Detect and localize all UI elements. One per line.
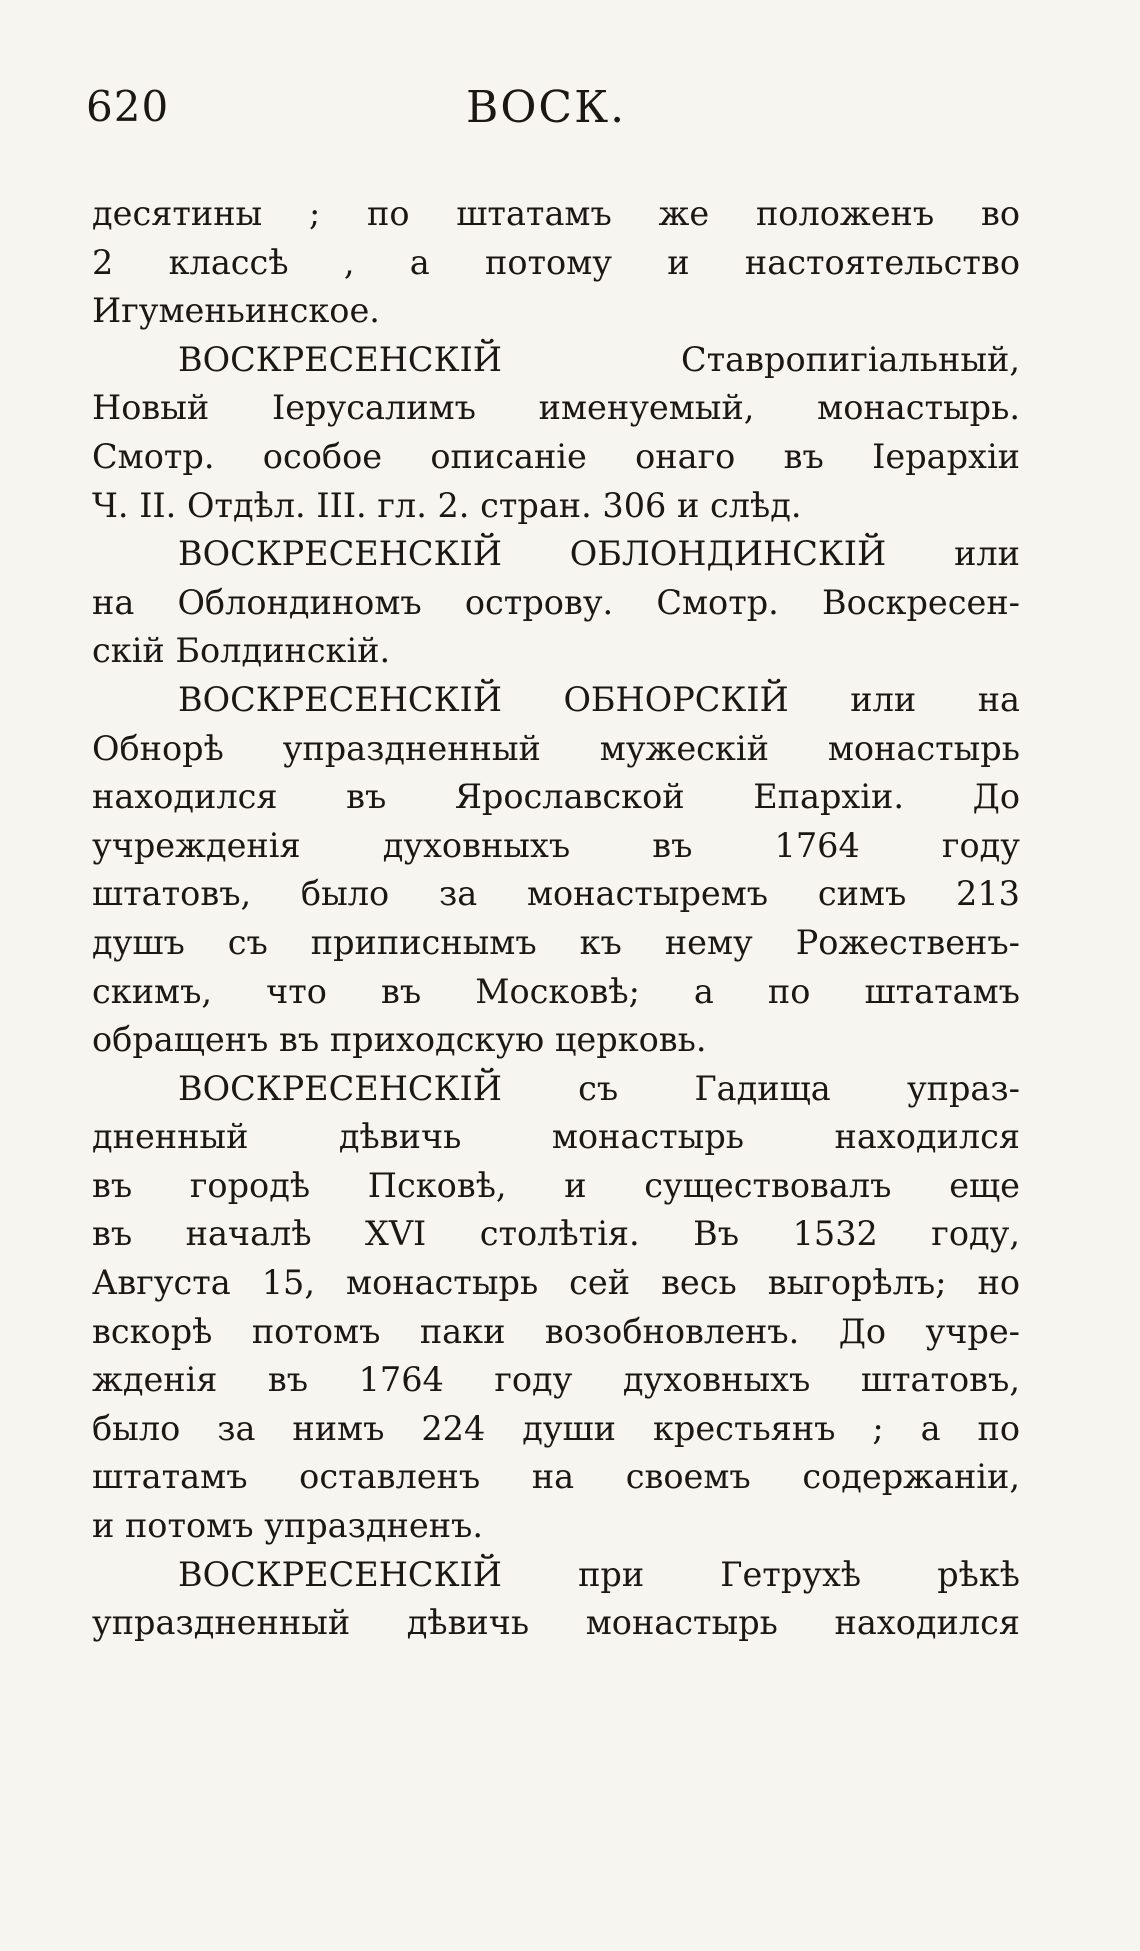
text-line: ВОСКРЕСЕНСКІЙ при Гетрухѣ рѣкѣ: [178, 1554, 1020, 1594]
text-line: штатамъ оставленъ на своемъ содержаніи,: [92, 1457, 1020, 1497]
text-line: ВОСКРЕСЕНСКІЙ Ставропигіальный,: [178, 339, 1020, 379]
text-line: учрежденія духовныхъ въ 1764 году: [92, 825, 1020, 865]
running-head: ВОСК.: [466, 82, 627, 133]
text-line: Смотр. особое описаніе онаго въ Іерархіи: [92, 436, 1020, 476]
text-line: упраздненный дѣвичь монастырь находился: [92, 1603, 1020, 1643]
text-line: Новый Іерусалимъ именуемый, монастырь.: [92, 388, 1020, 428]
text-line: вскорѣ потомъ паки возобновленъ. До учре-: [92, 1311, 1020, 1351]
text-line: дненный дѣвичь монастырь находился: [92, 1117, 1020, 1157]
text-line: ВОСКРЕСЕНСКІЙ ОБНОРСКІЙ или на: [178, 679, 1020, 719]
page-header: [86, 82, 1026, 142]
text-line: было за нимъ 224 души крестьянъ ; а по: [92, 1408, 1020, 1448]
text-line: и потомъ упраздненъ.: [92, 1506, 483, 1546]
text-line: ВОСКРЕСЕНСКІЙ съ Гадища упраз-: [178, 1068, 1020, 1108]
text-line: Августа 15, монастырь сей весь выгорѣлъ; но: [92, 1263, 1020, 1303]
text-line: Игуменьинское.: [92, 291, 380, 331]
text-line: 2 классѣ , а потому и настоятельство: [92, 242, 1020, 282]
text-line: обращенъ въ приходскую церковь.: [92, 1020, 707, 1060]
text-line: штатовъ, было за монастыремъ симъ 213: [92, 874, 1020, 914]
text-line: десятины ; по штатамъ же положенъ во: [92, 194, 1020, 233]
text-line: скимъ, что въ Московѣ; а по штатамъ: [92, 971, 1020, 1011]
text-line: Обнорѣ упраздненный мужескій монастырь: [92, 728, 1020, 768]
page-number: 620: [86, 82, 170, 131]
text-line: на Облондиномъ острову. Смотр. Воскресен-: [92, 582, 1020, 622]
text-line: душъ съ приписнымъ къ нему Рожественъ-: [92, 922, 1020, 962]
text-line: Ч. II. Отдѣл. III. гл. 2. стран. 306 и слѣд.: [92, 485, 802, 525]
text-line: въ городѣ Псковѣ, и существовалъ еще: [92, 1165, 1020, 1205]
text-line: скій Болдинскій.: [92, 631, 391, 671]
text-line: ВОСКРЕСЕНСКІЙ ОБЛОНДИНСКІЙ или: [178, 534, 1020, 574]
text-line: въ началѣ XVI столѣтія. Въ 1532 году,: [92, 1214, 1020, 1254]
text-line: жденія въ 1764 году духовныхъ штатовъ,: [92, 1360, 1020, 1400]
body-text: [92, 190, 1020, 1648]
text-line: находился въ Ярославской Епархіи. До: [92, 777, 1020, 817]
